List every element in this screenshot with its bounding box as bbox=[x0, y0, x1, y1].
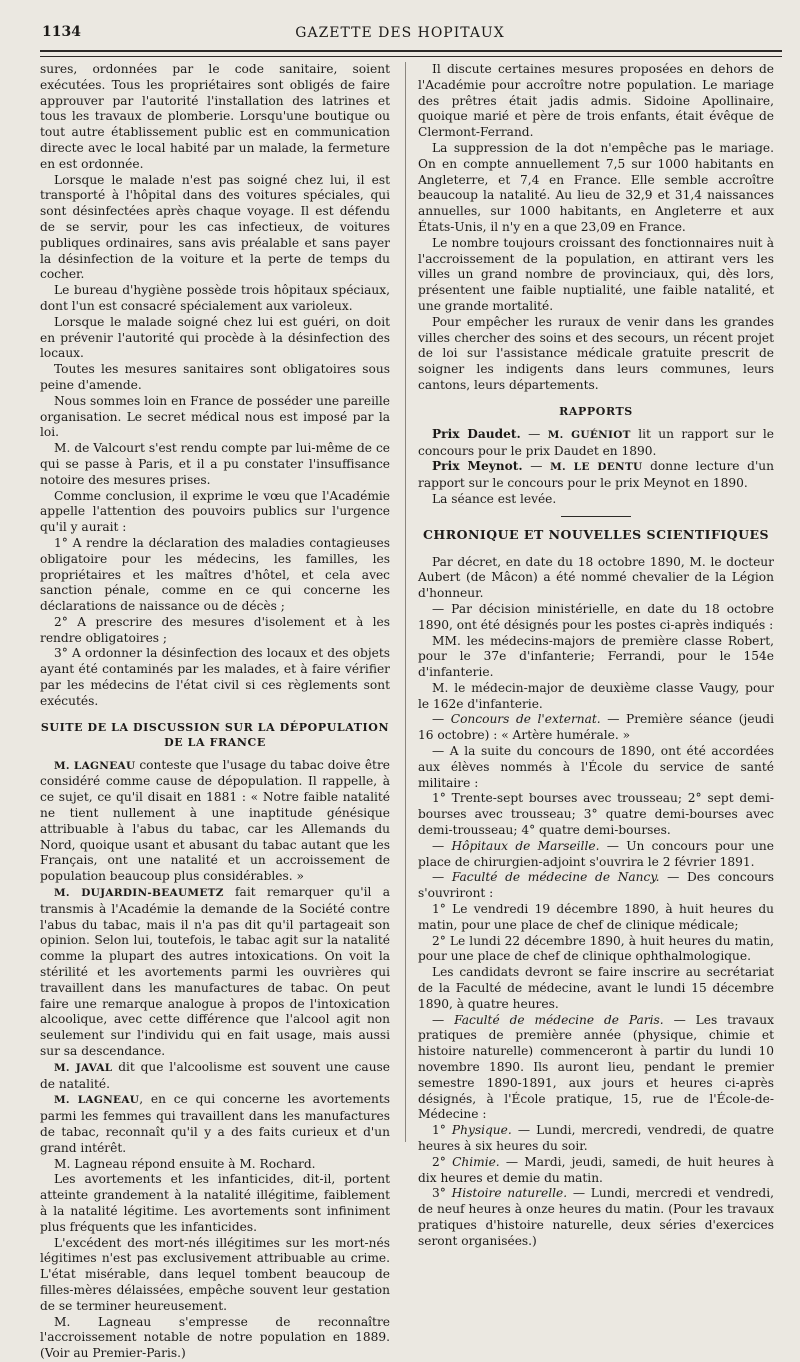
paragraph: M. Lagneau s'empresse de reconnaître l'accroissement notable de notre population en 1889. (Voir au Premier-Paris.) bbox=[40, 1314, 390, 1361]
item-title: Faculté de médecine de Paris. bbox=[454, 1012, 664, 1027]
item-text: — Lundi, mercredi, vendredi, de quatre heures à six heures du soir. bbox=[418, 1123, 774, 1153]
speaker-text: , en ce qui concerne les avortements parmi les femmes qui travaillent dans les manufactures de tabac, reconnaît qu'il y a des faits curieux et d'un grand intérêt. bbox=[40, 1092, 390, 1155]
left-column bbox=[40, 62, 391, 1361]
speaker-text: dit que l'alcoolisme est souvent une cause de natalité. bbox=[40, 1059, 391, 1091]
dash: — bbox=[432, 712, 451, 727]
paragraph bbox=[418, 1123, 774, 1155]
running-title: GAZETTE DES HOPITAUX bbox=[295, 25, 505, 41]
speaker-text: conteste que l'usage du tabac doive être considéré comme cause de dépopulation. Il rappelle, à ce sujet, ce qu'il disait en 1881 : « Notre faible natalité ne tient nullement à une inaptitude génésique attribuable à l'abus du tabac, car les Allemands du Nord, quoique usant et abusant du tabac autant que les Français, ont une natalité et un accroissement de population beaucoup plus considérables. » bbox=[40, 757, 390, 884]
paragraph: — A la suite du concours de 1890, ont été accordées aux élèves nommés à l'École du service de santé militaire : bbox=[418, 744, 774, 790]
paragraph bbox=[418, 1013, 774, 1124]
speaker-name: M. DUJARDIN-BEAUMETZ bbox=[54, 887, 224, 900]
paragraph: 1° A rendre la déclaration des maladies contagieuses obligatoire pour les médecins, les familles, les propriétaires et les maîtres d'hôtel, et cela avec sanction pénale, comme en ce qui concerne les déclarations de naissance ou de décès ; bbox=[40, 535, 390, 614]
speaker-name: M. LAGNEAU bbox=[54, 1094, 140, 1107]
speaker-name: M. LAGNEAU bbox=[54, 759, 136, 772]
speaker-text: lit un rapport sur le concours pour le prix Daudet en 1890. bbox=[418, 426, 775, 458]
item-title: Chimie. bbox=[452, 1154, 500, 1169]
paragraph bbox=[418, 459, 774, 492]
right-column bbox=[418, 62, 775, 1248]
header-rule-thin bbox=[40, 56, 782, 57]
paragraph: L'excédent des mort-nés illégitimes sur les mort-nés légitimes n'est pas exclusivement attribuable au crime. L'état misérable, dans lequel tombent beaucoup de filles-mères délaissées, empêche souvent leur gestation de se terminer heureusement. bbox=[40, 1235, 390, 1313]
item-text: — Mardi, jeudi, samedi, de huit heures à dix heures et demie du matin. bbox=[418, 1154, 774, 1185]
paragraph: Il discute certaines mesures proposées en dehors de l'Académie pour accroître notre population. Le mariage des prêtres était jadis admis. Sidoine Apollinaire, quoique marié et père de trois enfants, était évêque de Clermont-Ferrand. bbox=[418, 62, 774, 140]
speaker-text: fait remarquer qu'il a transmis à l'Académie la demande de la Société contre l'abus du tabac, mais il n'a pas dit qu'il partageait son opinion. Selon lui, toutefois, le tabac agit sur la natalité comme la plupart des autres intoxications. On voit la stérilité et les avortements parmi les ouvrières qui travaillent dans les manufactures de tabac. On peut faire une remarque analogue à propos de l'intoxication alcoolique, avec cette différence que l'alcool agit non seulement sur l'individu qui en fait usage, mais aussi sur sa descendance. bbox=[40, 885, 390, 1059]
dash: — bbox=[432, 838, 452, 853]
paragraph: Par décret, en date du 18 octobre 1890, M. le docteur Aubert (de Mâcon) a été nommé chevalier de la Légion d'honneur. bbox=[418, 554, 774, 601]
list-number: 2° bbox=[432, 1154, 453, 1169]
list-number: 3° bbox=[432, 1186, 452, 1201]
item-title: Faculté de médecine de Nancy. bbox=[451, 870, 660, 885]
paragraph: 2° Le lundi 22 décembre 1890, à huit heures du matin, pour une place de chef de clinique ophthalmologique. bbox=[418, 933, 774, 964]
item-title: Histoire naturelle. bbox=[451, 1186, 568, 1201]
item-title: Hôpitaux de Marseille. bbox=[451, 838, 600, 853]
dash: — bbox=[432, 870, 452, 885]
paragraph: 2° A prescrire des mesures d'isolement et à les rendre obligatoires ; bbox=[40, 614, 390, 645]
paragraph: Les candidats devront se faire inscrire au secrétariat de la Faculté de médecine, avant le lundi 15 décembre 1890, à quatre heures. bbox=[418, 965, 774, 1011]
paragraph: La séance est levée. bbox=[432, 491, 557, 506]
paragraph: Le bureau d'hygiène possède trois hôpitaux spéciaux, dont l'un est consacré spécialement aux varioleux. bbox=[40, 283, 390, 313]
paragraph bbox=[418, 870, 774, 902]
paragraph: Lorsque le malade soigné chez lui est guéri, on doit en prévenir l'autorité qui procède à la désinfection des locaux. bbox=[40, 314, 390, 361]
prize-title: Prix Meynot. bbox=[432, 459, 523, 474]
paragraph: 1° Le vendredi 19 décembre 1890, à huit heures du matin, pour une place de chef de clinique médicale; bbox=[418, 902, 774, 932]
paragraph: Les avortements et les infanticides, dit-il, portent atteinte grandement à la natalité illégitime, faiblement à la natalité légitime. Les avortements sont infiniment plus fréquents que les infanticides. bbox=[40, 1172, 390, 1234]
paragraph: Comme conclusion, il exprime le vœu que l'Académie appelle l'attention des pouvoirs publics sur l'urgence qu'il y aurait : bbox=[40, 488, 390, 535]
section-rule bbox=[561, 516, 631, 517]
item-title: Concours de l'externat. bbox=[450, 712, 601, 727]
column-divider bbox=[405, 62, 406, 1142]
speaker-text: donne lecture d'un rapport sur le concours pour le prix Meynot en 1890. bbox=[418, 459, 774, 491]
rapports-heading: RAPPORTS bbox=[559, 404, 633, 418]
paragraph: 1° Trente-sept bourses avec trousseau; 2° sept demi-bourses avec trousseau; 3° quatre demi-bourses avec demi-trousseau; 4° quatre demi-bourses. bbox=[418, 791, 774, 838]
paragraph: Nous sommes loin en France de posséder une pareille organisation. Le secret médical nous est imposé par la loi. bbox=[40, 393, 390, 440]
paragraph: Lorsque le malade n'est pas soigné chez lui, il est transporté à l'hôpital dans des voitures spéciales, qui sont désinfectées après chaque voyage. Il est défendu de se servir, pour les cas infectieux, de voitures publiques ordinaires, sans avis préalable et sans payer la désinfection de la voiture et la perte de temps du cocher. bbox=[40, 172, 390, 282]
paragraph bbox=[418, 1155, 774, 1187]
paragraph bbox=[418, 712, 774, 744]
dash: — bbox=[520, 426, 548, 441]
paragraph: M. le médecin-major de deuxième classe Vaugy, pour le 162e d'infanterie. bbox=[418, 680, 774, 711]
paragraph: — Par décision ministérielle, en date du 18 octobre 1890, ont été désignés pour les postes ci-après indiqués : bbox=[418, 601, 774, 632]
paragraph: Le nombre toujours croissant des fonctionnaires nuit à l'accroissement de la population, en attirant vers les villes un grand nombre de provinciaux, qui, dès lors, présentent une faible nuptialité, une faible natalité, et une grande mortalité. bbox=[418, 235, 774, 313]
section-heading: SUITE DE LA DISCUSSION SUR LA DÉPOPULATION DE LA FRANCE bbox=[40, 720, 390, 749]
list-number: 1° bbox=[432, 1123, 452, 1138]
paragraph bbox=[40, 885, 390, 1060]
paragraph bbox=[40, 758, 390, 885]
page-number: 1134 bbox=[42, 24, 81, 40]
header-rule-thick bbox=[40, 50, 782, 52]
item-text: — Première séance (jeudi 16 octobre) : « Artère humérale. » bbox=[418, 712, 775, 743]
speaker-name: M. JAVAL bbox=[54, 1061, 113, 1074]
item-title: Physique. bbox=[451, 1123, 512, 1138]
paragraph: M. Lagneau répond ensuite à M. Rochard. bbox=[54, 1156, 316, 1171]
paragraph: 3° A ordonner la désinfection des locaux et des objets ayant été contaminés par les malades, et à faire vérifier par les médecins de l'état civil si ces règlements sont exécutés. bbox=[40, 646, 390, 708]
item-text: — Des concours s'ouvriront : bbox=[418, 870, 775, 901]
paragraph: Toutes les mesures sanitaires sont obligatoires sous peine d'amende. bbox=[40, 362, 390, 392]
paragraph: Pour empêcher les ruraux de venir dans les grandes villes chercher des soins et des secours, un récent projet de loi sur l'assistance médicale gratuite prescrit de soigner les indigents dans leurs communes, leurs cantons, leurs départements. bbox=[418, 314, 774, 392]
speaker-name: M. GUÉNIOT bbox=[547, 428, 631, 441]
paragraph: La suppression de la dot n'empêche pas le mariage. On en compte annuellement 7,5 sur 1000 habitants en Angleterre, et 7,4 en France. Elle semble accroître beaucoup la natalité. Au lieu de 32,9 et 31,4 naissances annuelles, sur 1000 habitants, en Angleterre et aux États-Unis, il n'y en a que 23,09 en France. bbox=[418, 140, 774, 234]
paragraph bbox=[40, 1092, 390, 1156]
dash: — bbox=[522, 459, 551, 474]
dash: — bbox=[432, 1012, 455, 1027]
chronique-heading: CHRONIQUE ET NOUVELLES SCIENTIFIQUES bbox=[422, 526, 770, 542]
item-text: — Lundi, mercredi et vendredi, de neuf heures à onze heures du matin. (Pour les travaux pratiques d'histoire naturelle, deux séries d'exercices seront organisées.) bbox=[418, 1186, 774, 1248]
paragraph bbox=[418, 1186, 774, 1249]
item-text: — Les travaux pratiques de première année (physique, chimie et histoire naturelle) commenceront à partir du lundi 10 novembre 1890. Ils auront lieu, pendant le premier semestre 1890-1891, aux jours et heures ci-après désignés, à l'École pratique, 15, rue de l'École-de-Médecine : bbox=[418, 1012, 774, 1122]
paragraph bbox=[418, 839, 774, 871]
paragraph: sures, ordonnées par le code sanitaire, soient exécutées. Tous les propriétaires sont obligés de faire approuver par l'autorité l'installation des latrines et tous les travaux de plomberie. Lorsqu'une boutique ou tout autre établissement public est en communication directe avec le local habité par un malade, la fermeture en est ordonnée. bbox=[40, 62, 390, 171]
paragraph: M. de Valcourt s'est rendu compte par lui-même de ce qui se passe à Paris, et il a pu constater l'insuffisance notoire des mesures prises. bbox=[40, 441, 390, 487]
paragraph: MM. les médecins-majors de première classe Robert, pour le 37e d'infanterie; Ferrandi, pour le 154e d'infanterie. bbox=[418, 633, 774, 680]
item-text: — Un concours pour une place de chirurgien-adjoint s'ouvrira le 2 février 1891. bbox=[418, 838, 774, 869]
paragraph bbox=[418, 427, 774, 460]
speaker-name: M. LE DENTU bbox=[550, 461, 643, 474]
paragraph bbox=[40, 1060, 390, 1093]
prize-title: Prix Daudet. bbox=[432, 426, 521, 441]
